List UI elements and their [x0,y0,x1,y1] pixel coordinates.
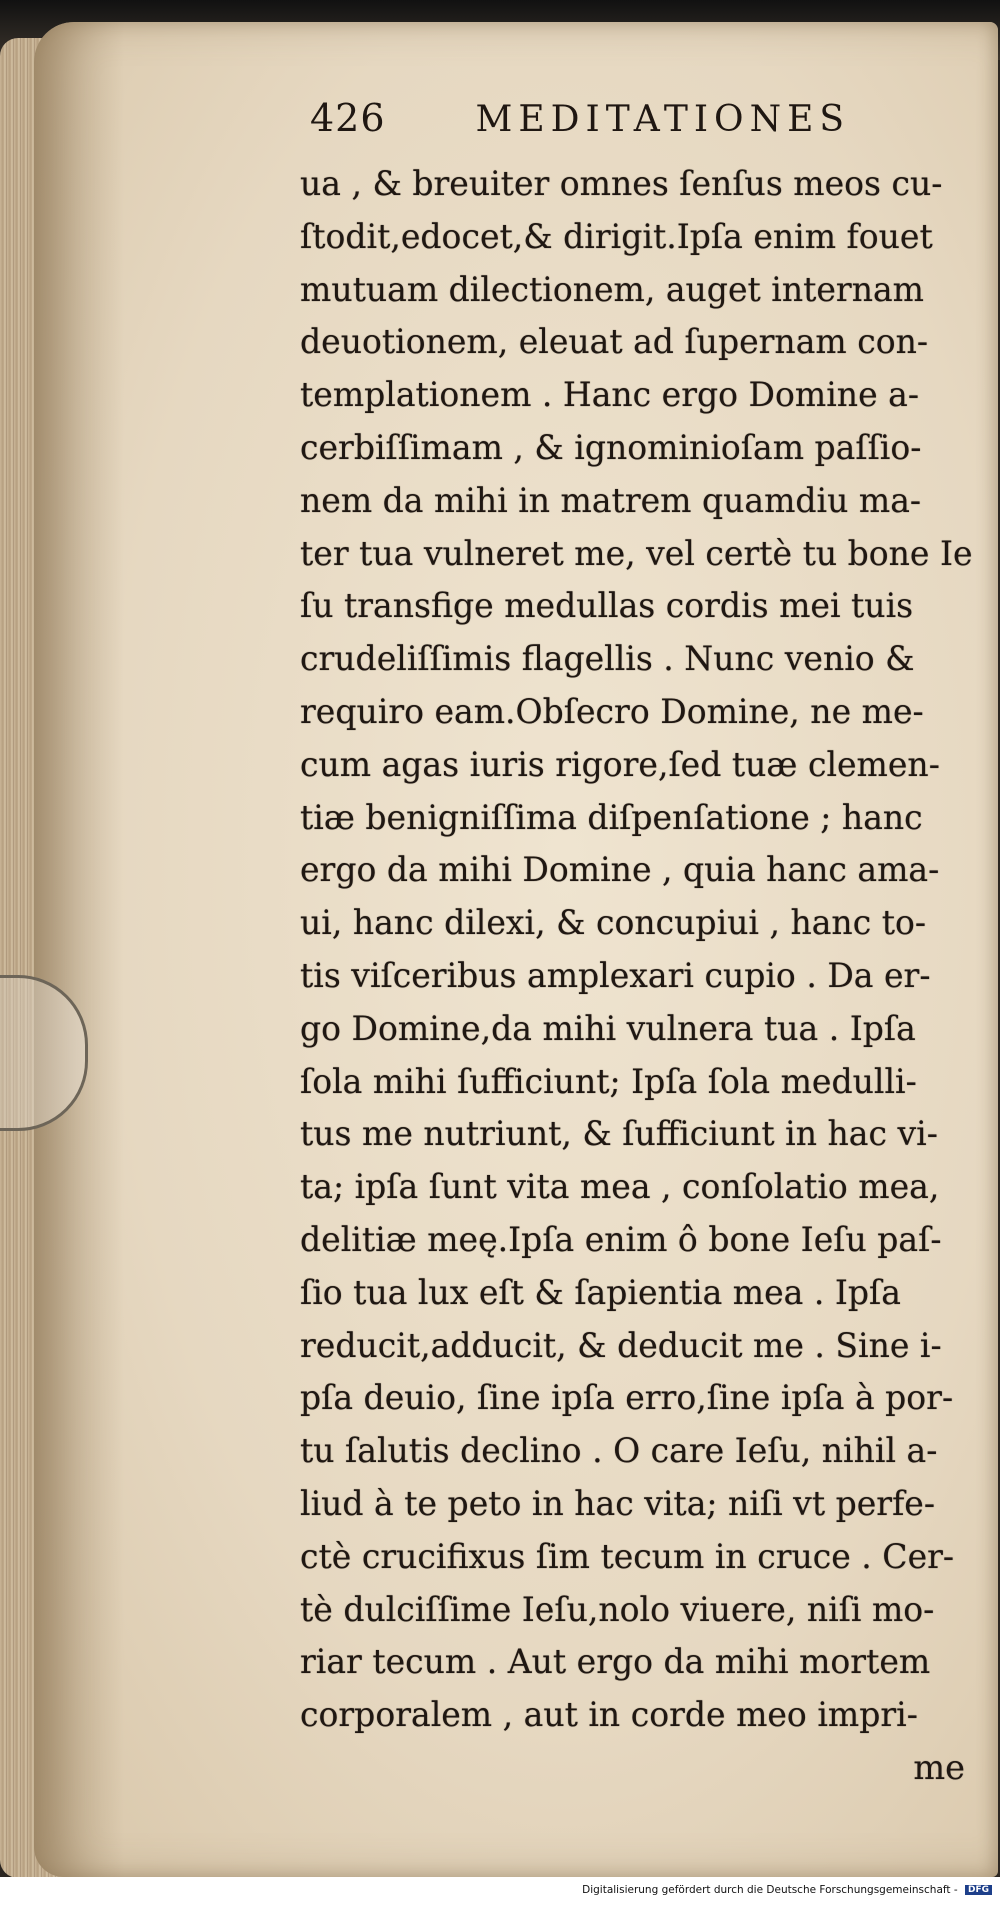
digitization-credit [582,1884,992,1896]
text-line: ſtodit,edocet,& dirigit.Ipſa enim fouet [300,216,933,256]
text-line: go Domine,da mihi vulnera tua . Ipſa [300,1008,916,1048]
text-line: ergo da mihi Domine , quia hanc ama- [300,850,940,890]
text-line: deuotionem, eleuat ad ſupernam con- [300,322,929,362]
text-line: riar tecum . Aut ergo da mihi mortem [300,1642,931,1682]
text-line: ui, hanc dilexi, & concupiui , hanc to- [300,903,927,943]
text-line: tè dulciſſime Ieſu,nolo viuere, niſi mo- [300,1589,935,1629]
text-line: cerbiſſimam , & ignominioſam paſſio- [300,427,922,467]
page-number: 426 [310,96,386,140]
text-line: ua , & breuiter omnes ſenſus meos cu- [300,164,943,203]
text-block [300,96,990,1795]
text-line: tus me nutriunt, & ſufficiunt in hac vi- [300,1114,938,1154]
text-line: nem da mihi in matrem quamdiu ma- [300,480,922,520]
text-line: templationem . Hanc ergo Domine a- [300,375,919,415]
text-line: ſio tua lux eſt & ſapientia mea . Ipſa [300,1272,901,1312]
text-line: liud à te peto in hac vita; niſi vt perfe- [300,1483,936,1523]
running-head [310,96,990,158]
text-line: tis viſceribus amplexari cupio . Da er- [300,955,931,995]
text-line: crudeliſſimis flagellis . Nunc venio & [300,639,915,679]
text-line: cum agas iuris rigore,ſed tuæ clemen- [300,744,940,784]
text-line: corporalem , aut in corde meo impri- [300,1695,918,1735]
text-line: ta; ipſa ſunt vita mea , conſolatio mea, [300,1167,940,1207]
text-line: requiro eam.Obſecro Domine, ne me- [300,691,924,731]
text-line: tiæ benigniſſima diſpenſatione ; hanc [300,797,923,837]
text-line: mutuam dilectionem, auget internam [300,269,925,309]
credit-text: Digitalisierung gefördert durch die Deutsche Forschungsgemeinschaft - [582,1884,958,1896]
text-line: ſola mihi ſufficiunt; Ipſa ſola medulli- [300,1061,917,1101]
gutter-shade [34,22,124,1877]
catchword: me [913,1747,965,1787]
text-line: delitiæ meę.Ipſa enim ô bone Ieſu paſ- [300,1219,942,1259]
text-line: pſa deuio, ſine ipſa erro,ſine ipſa à por- [300,1378,954,1418]
text-line: ſu transfige medullas cordis mei tuis [300,586,914,626]
text-line: reducit,adducit, & deducit me . Sine i- [300,1325,942,1365]
dfg-logo-icon: DFG [965,1885,992,1895]
text-line: ctè crucifixus ſim tecum in cruce . Cer- [300,1536,955,1576]
text-line: ter tua vulneret me, vel certè tu bone Ie [300,533,973,573]
text-line: tu ſalutis declino . O care Ieſu, nihil a- [300,1431,938,1471]
body-text [300,158,990,1742]
running-title: MEDITATIONES [475,99,851,140]
